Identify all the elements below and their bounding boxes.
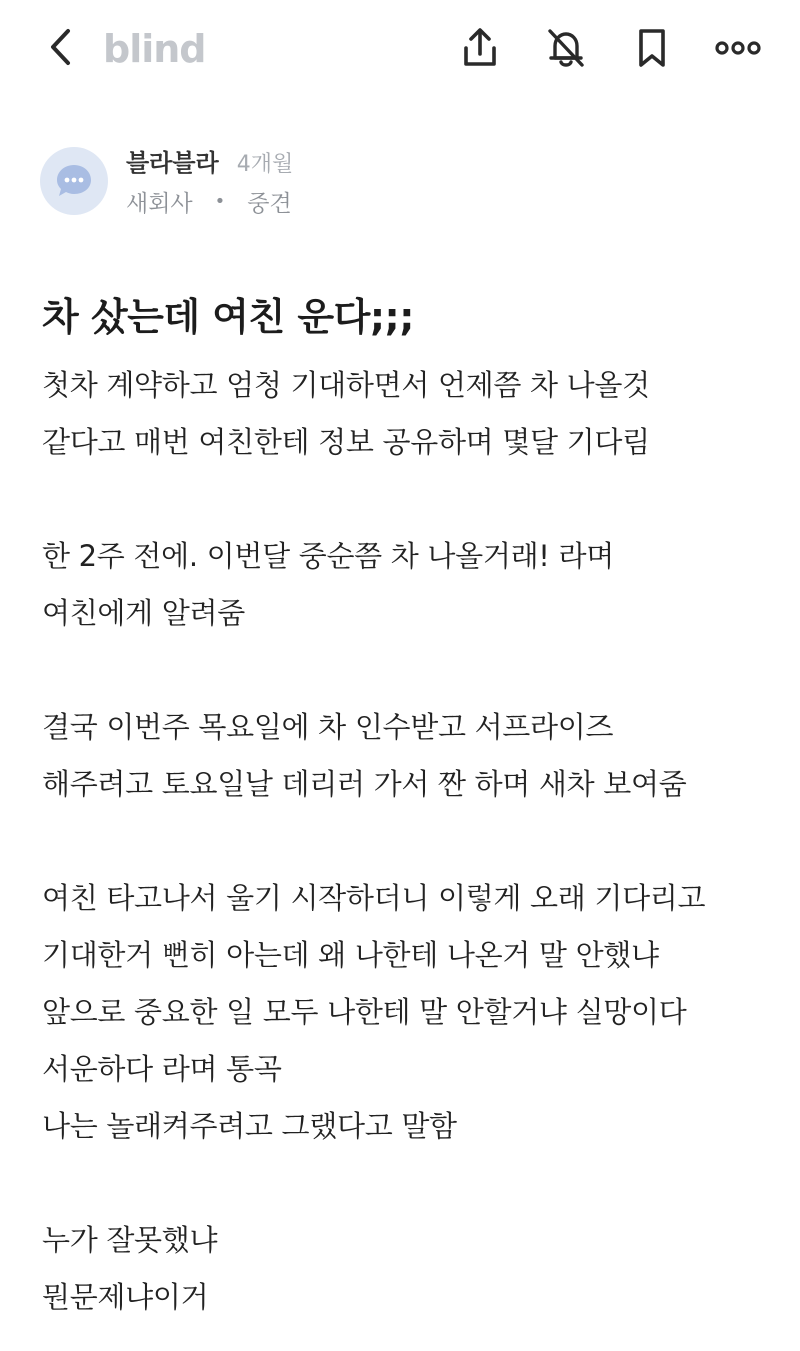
paragraph-gap (42, 813, 772, 870)
body-line: 결국 이번주 목요일에 차 인수받고 서프라이즈 (42, 710, 614, 744)
bookmark-icon (635, 26, 669, 70)
back-button[interactable] (38, 24, 84, 70)
body-line: 뭔문제냐이거 (42, 1280, 209, 1314)
author-meta-row (126, 185, 293, 218)
body-line: 한 2주 전에. 이번달 중순쯤 차 나올거래! 라며 (42, 539, 614, 573)
post-time: 4개월 (236, 152, 294, 177)
body-line: 서운하다 라며 통곡 (42, 1052, 282, 1086)
top-actions (420, 22, 764, 74)
author-info (126, 143, 293, 218)
paragraph-gap (42, 1155, 772, 1212)
body-line: 누가 잘못했냐 (42, 1223, 218, 1257)
body-line: 같다고 매번 여친한테 정보 공유하며 몇달 기다림 (42, 425, 650, 459)
author-block (40, 143, 293, 218)
notification-off-icon (545, 26, 587, 70)
body-line: 여친 타고나서 울기 시작하더니 이렇게 오래 기다리고 (42, 881, 706, 915)
body-line: 앞으로 중요한 일 모두 나한테 말 안할거냐 실망이다 (42, 995, 687, 1029)
body-line: 해주려고 토요일날 데리러 가서 짠 하며 새차 보여줌 (42, 767, 687, 801)
body-line: 첫차 계약하고 엄청 기대하면서 언제쯤 차 나올것 (42, 368, 650, 402)
meta-separator: • (214, 191, 226, 212)
more-options-button[interactable] (712, 22, 764, 74)
top-bar (0, 0, 800, 96)
share-button[interactable] (454, 22, 506, 74)
notification-toggle-button[interactable] (540, 22, 592, 74)
bookmark-button[interactable] (626, 22, 678, 74)
author-name[interactable]: 블라블라 (126, 149, 219, 177)
avatar[interactable] (40, 147, 108, 215)
more-icon (715, 38, 761, 58)
paragraph-gap (42, 642, 772, 699)
post-title: 차 샀는데 여친 운다;;; (42, 295, 414, 339)
back-icon (46, 27, 76, 67)
author-company[interactable]: 새회사 (126, 191, 193, 217)
author-level: 중견 (247, 191, 292, 217)
share-icon (460, 26, 500, 70)
body-line: 기대한거 뻔히 아는데 왜 나한테 나온거 말 안했냐 (42, 938, 659, 972)
body-line: 나는 놀래켜주려고 그랬다고 말함 (42, 1109, 457, 1143)
body-line: 여친에게 알려줌 (42, 596, 245, 630)
chat-bubble-icon (54, 162, 94, 200)
blind-logo[interactable]: blind (103, 27, 206, 71)
paragraph-gap (42, 471, 772, 528)
author-name-row (126, 143, 293, 177)
post-body (42, 357, 772, 1326)
